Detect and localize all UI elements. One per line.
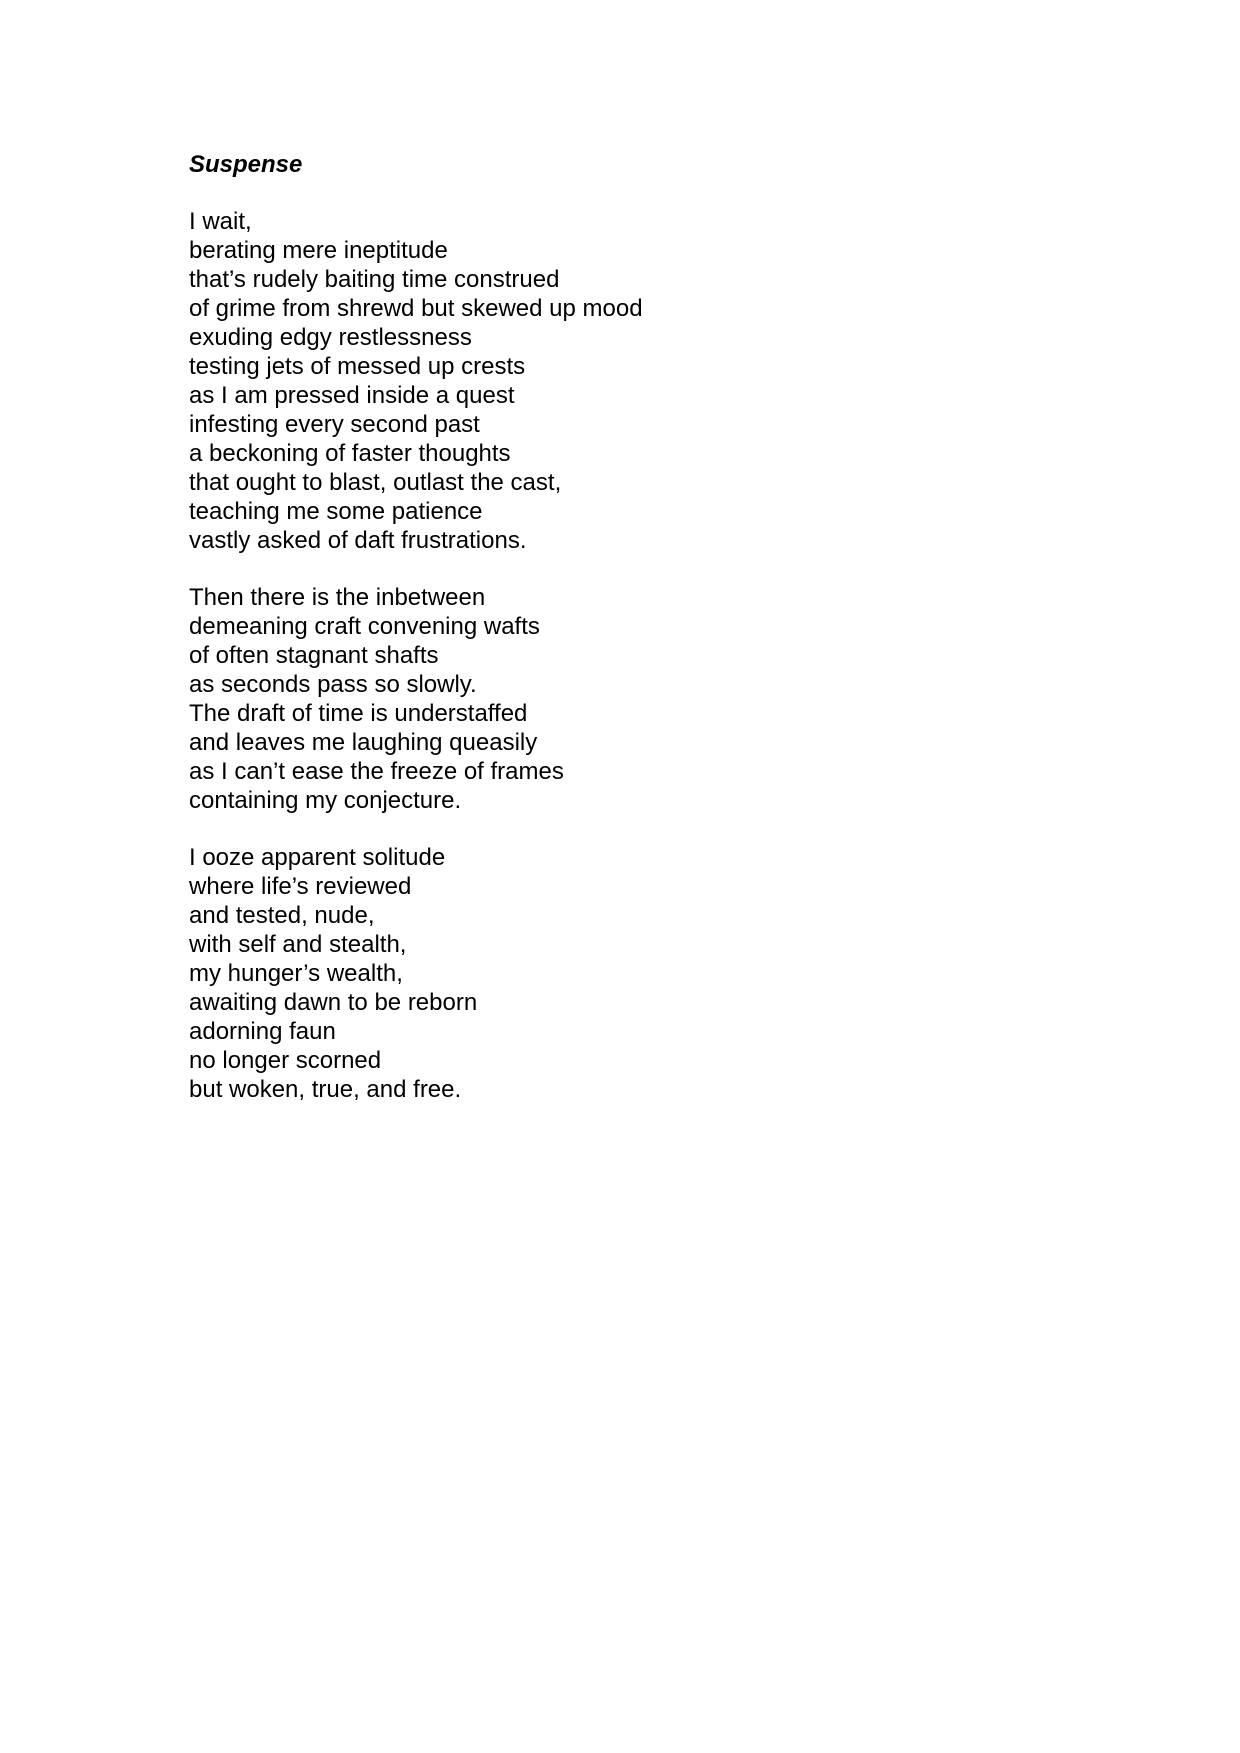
stanza-3 xyxy=(189,843,1089,1104)
poem-line: that ought to blast, outlast the cast, xyxy=(189,469,562,496)
poem xyxy=(189,150,1089,1132)
poem-line: a beckoning of faster thoughts xyxy=(189,440,511,467)
poem-line: I ooze apparent solitude xyxy=(189,844,446,871)
poem-line: and tested, nude, xyxy=(189,902,375,929)
poem-line: I wait, xyxy=(189,208,252,235)
stanza-1 xyxy=(189,207,1089,555)
poem-line: awaiting dawn to be reborn xyxy=(189,989,478,1016)
poem-line: exuding edgy restlessness xyxy=(189,324,472,351)
poem-line: demeaning craft convening wafts xyxy=(189,613,540,640)
poem-line: but woken, true, and free. xyxy=(189,1076,462,1103)
poem-line: teaching me some patience xyxy=(189,498,483,525)
poem-line: of grime from shrewd but skewed up mood xyxy=(189,295,643,322)
poem-line: containing my conjecture. xyxy=(189,787,462,814)
poem-line: and leaves me laughing queasily xyxy=(189,729,538,756)
stanza-2 xyxy=(189,583,1089,815)
poem-line: testing jets of messed up crests xyxy=(189,353,526,380)
poem-line: The draft of time is understaffed xyxy=(189,700,528,727)
poem-line: as I am pressed inside a quest xyxy=(189,382,515,409)
poem-title: Suspense xyxy=(189,151,303,178)
poem-line: that’s rudely baiting time construed xyxy=(189,266,560,293)
poem-line: where life’s reviewed xyxy=(189,873,412,900)
poem-line: no longer scorned xyxy=(189,1047,382,1074)
poem-line: with self and stealth, xyxy=(189,931,407,958)
poem-line: berating mere ineptitude xyxy=(189,237,448,264)
poem-line: as I can’t ease the freeze of frames xyxy=(189,758,564,785)
poem-line: of often stagnant shafts xyxy=(189,642,439,669)
poem-line: my hunger’s wealth, xyxy=(189,960,403,987)
poem-line: as seconds pass so slowly. xyxy=(189,671,477,698)
poem-line: adorning faun xyxy=(189,1018,336,1045)
poem-line: Then there is the inbetween xyxy=(189,584,486,611)
poem-line: infesting every second past xyxy=(189,411,480,438)
poem-line: vastly asked of daft frustrations. xyxy=(189,527,527,554)
